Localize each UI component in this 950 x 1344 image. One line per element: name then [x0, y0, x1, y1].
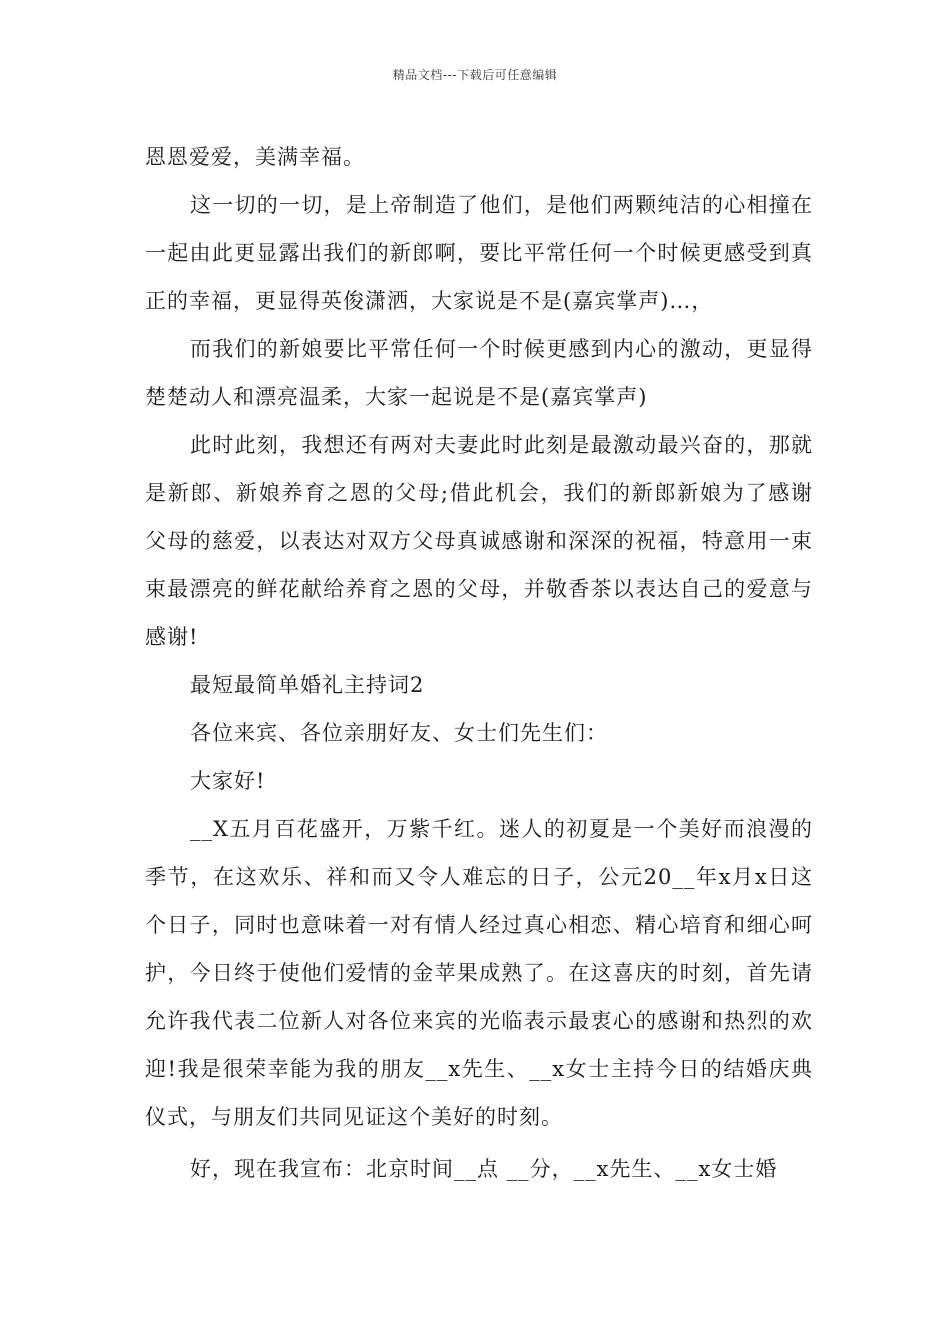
page-header: 精品文档---下载后可任意编辑 [392, 68, 558, 82]
paragraph-1: 恩恩爱爱，美满幸福。 [145, 145, 365, 169]
salutation: 各位来宾、各位亲朋好友、女士们先生们： [190, 721, 608, 745]
document-body [145, 133, 813, 1193]
paragraph-2: 这一切的一切，是上帝制造了他们，是他们两颗纯洁的心相撞在一起由此更显露出我们的新郎啊，要比平常任何一个时候更感受到真正的幸福，更显得英俊潇洒，大家说是不是(嘉宾掌声)…， [145, 193, 813, 313]
greeting: 大家好! [190, 769, 266, 793]
section-title: 最短最简单婚礼主持词2 [190, 673, 425, 697]
paragraph-4: 此时此刻，我想还有两对夫妻此时此刻是最激动最兴奋的，那就是新郎、新娘养育之恩的父母;借此机会，我们的新郎新娘为了感谢父母的慈爱，以表达对双方父母真诚感谢和深深的祝福，特意用一束束最漂亮的鲜花献给养育之恩的父母，并敬香茶以表达自己的爱意与感谢! [145, 433, 813, 649]
paragraph-3: 而我们的新娘要比平常任何一个时候更感到内心的激动，更显得楚楚动人和漂亮温柔，大家一起说是不是(嘉宾掌声) [145, 337, 813, 409]
paragraph-last: 好，现在我宣布：北京时间__点 __分，__x先生、__x女士婚 [190, 1157, 778, 1181]
paragraph-main: __X五月百花盛开，万紫千红。迷人的初夏是一个美好而浪漫的季节，在这欢乐、祥和而又令人难忘的日子，公元20__年x月x日这个日子，同时也意味着一对有情人经过真心相恋、精心培育和细心呵护，今日终于使他们爱情的金苹果成熟了。在这喜庆的时刻，首先请允许我代表二位新人对各位来宾的光临表示最衷心的感谢和热烈的欢迎!我是很荣幸能为我的朋友__x先生、__x女士主持今日的结婚庆典仪式，与朋友们共同见证这个美好的时刻。 [145, 817, 813, 1129]
